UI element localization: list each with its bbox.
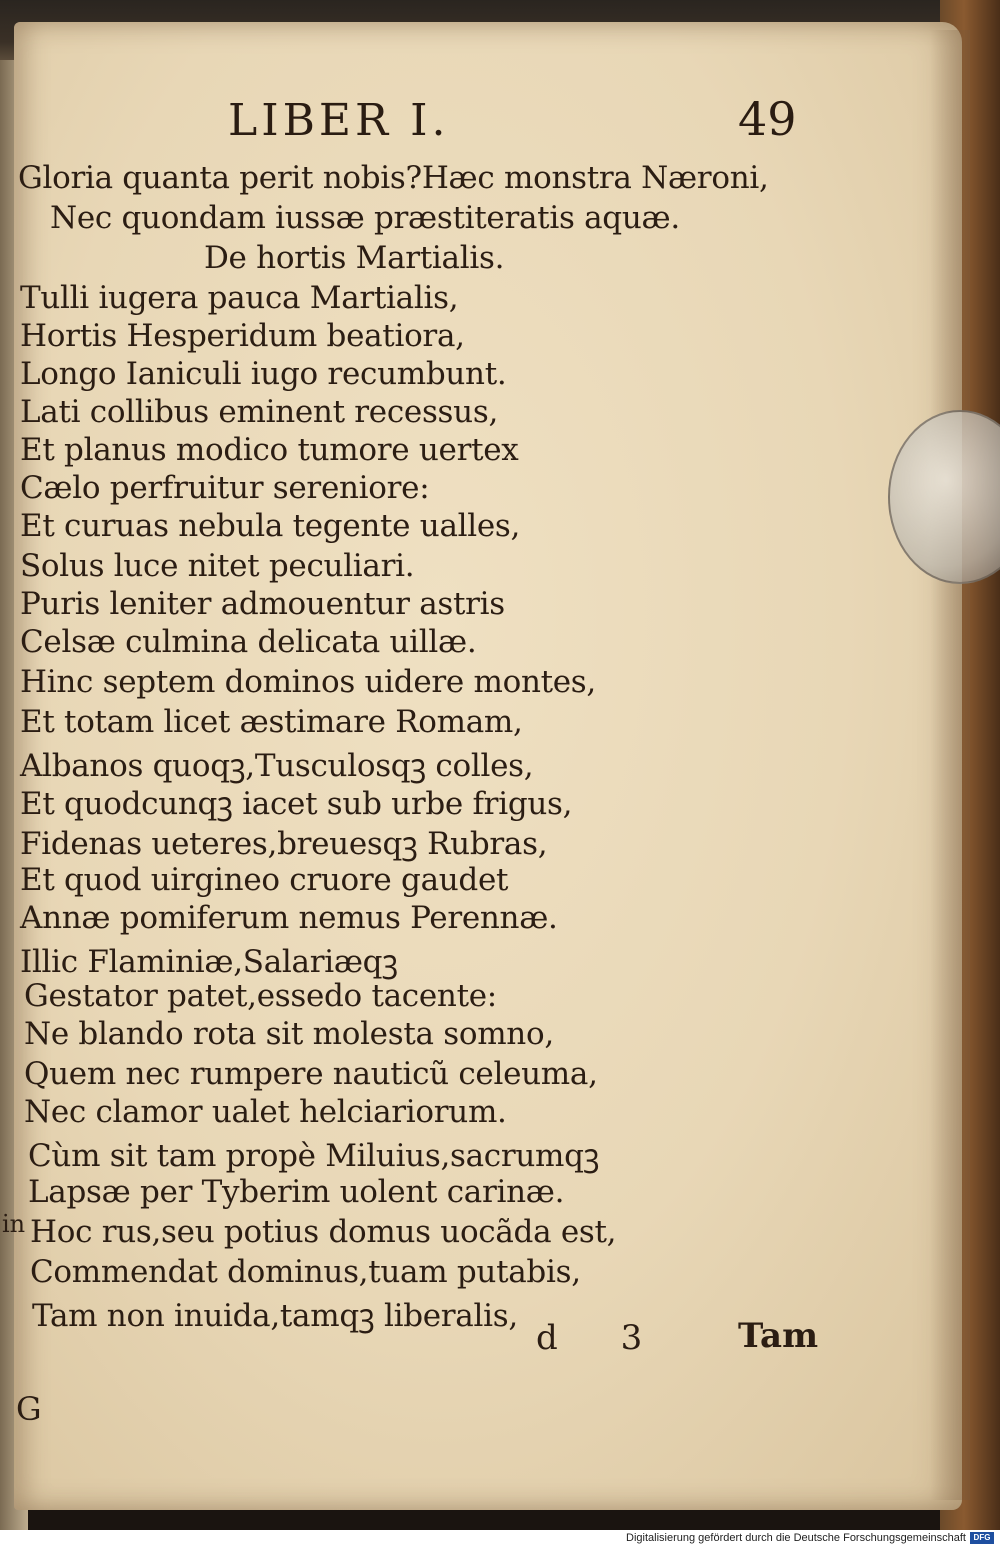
verse-line: Solus luce nitet peculiari. [20,548,415,584]
verse-line: Illic Flaminiæ,Salariæqꝫ [20,944,398,980]
verse-line: Nec clamor ualet helciariorum. [24,1094,507,1130]
page-number: 49 [738,92,797,146]
verse-line: Celsæ culmina delicata uillæ. [20,624,477,660]
verse-line: Et planus modico tumore uertex [20,432,519,468]
verse-line: Fidenas ueteres,breuesqꝫ Rubras, [20,826,548,862]
verse-line: Annæ pomiferum nemus Perennæ. [20,900,558,936]
verse-line: Lapsæ per Tyberim uolent carinæ. [28,1174,565,1210]
margin-mark: in [2,1210,26,1238]
verse-line: Cùm sit tam propè Miluius,sacrumqꝫ [28,1138,600,1174]
dfg-logo-icon: DFG [970,1532,994,1544]
signature-mark: d 3 [536,1318,669,1358]
page-fold-shadow [930,30,970,1500]
verse-line: Gestator patet,essedo tacente: [24,978,497,1014]
verse-line: Commendat dominus,tuam putabis, [30,1254,581,1290]
verse-line: Lati collibus eminent recessus, [20,394,498,430]
verse-line: Tam non inuida,tamqꝫ liberalis, [32,1298,518,1334]
verse-line: Hinc septem dominos uidere montes, [20,664,596,700]
verse-line: Et curuas nebula tegente ualles, [20,508,521,544]
verse-line: Hoc rus,seu potius domus uocãda est, [30,1214,617,1250]
verse-line: Quem nec rumpere nauticũ celeuma, [24,1056,598,1092]
margin-mark: G [16,1390,42,1428]
verse-line: Nec quondam iussæ præstiteratis aquæ. [50,200,680,236]
verse-line: Et quod uirgineo cruore gaudet [20,862,509,898]
verse-line: Tulli iugera pauca Martialis, [20,280,459,316]
footer-credit: Digitalisierung gefördert durch die Deutsche Forschungsgemeinschaft [626,1532,966,1544]
section-heading: De hortis Martialis. [204,240,505,276]
verse-line: Et totam licet æstimare Romam, [20,704,523,740]
catchword: Tam [738,1316,819,1356]
verse-line: Hortis Hesperidum beatiora, [20,318,465,354]
verse-line: Ne blando rota sit molesta somno, [24,1016,554,1052]
verse-line: Gloria quanta perit nobis?Hæc monstra Næroni, [18,160,769,196]
running-head: LIBER I. [228,95,450,146]
verse-line: Albanos quoqꝫ,Tusculosqꝫ colles, [20,748,534,784]
verse-line: Longo Ianiculi iugo recumbunt. [20,356,507,392]
verse-line: Et quodcunqꝫ iacet sub urbe frigus, [20,786,573,822]
verse-line: Cælo perfruitur sereniore: [20,470,430,506]
verse-line: Puris leniter admouentur astris [20,586,505,622]
